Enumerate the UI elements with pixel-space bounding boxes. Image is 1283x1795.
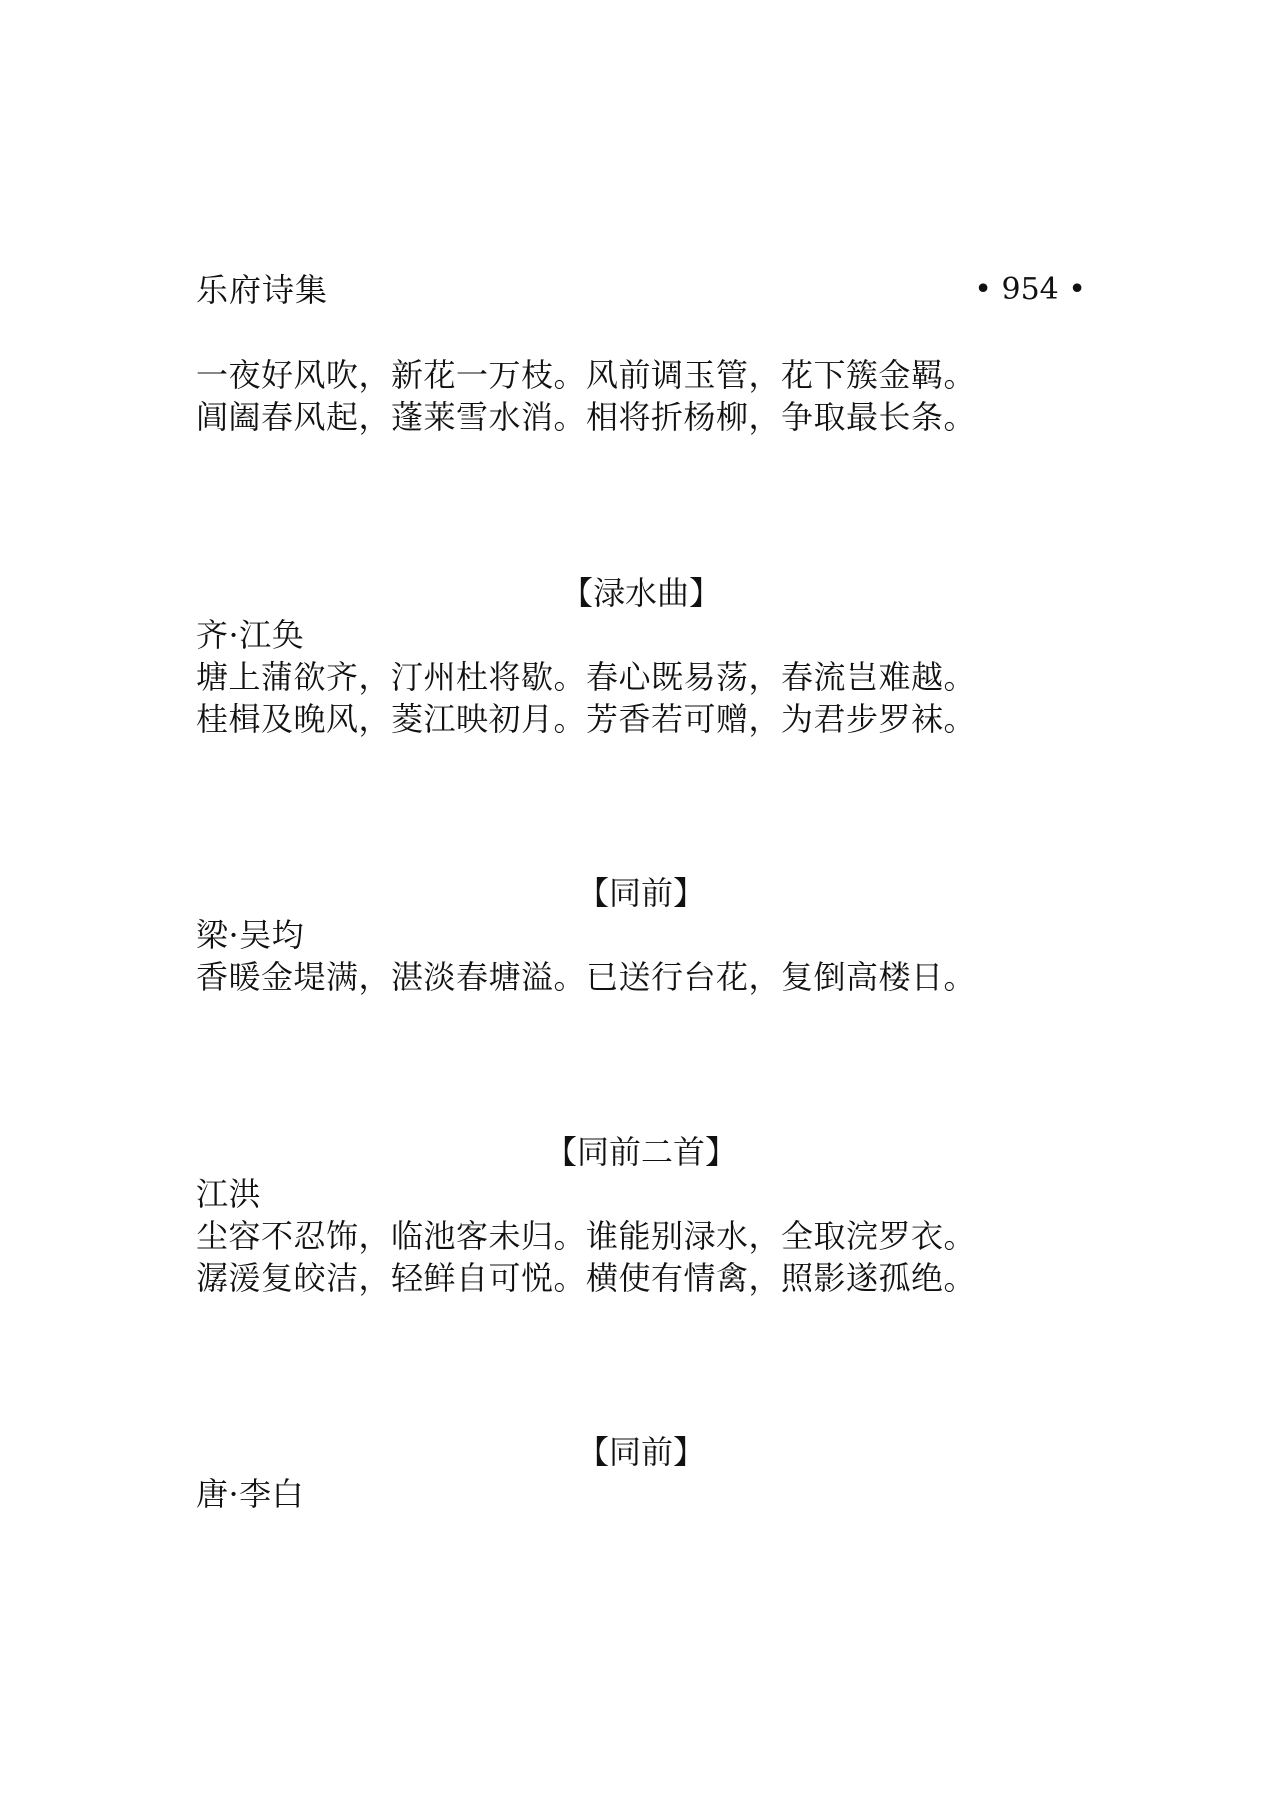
author-line: 唐·李白: [196, 1475, 305, 1513]
section-title: 【同前】: [576, 1433, 705, 1471]
page-header: [196, 268, 1086, 312]
author-line: 梁·吴均: [196, 916, 305, 954]
section-title: 【同前】: [576, 874, 705, 912]
poem-line: 一夜好风吹，新花一万枝。风前调玉管，花下簇金羁。: [196, 356, 977, 394]
poem-line: 尘容不忍饰，临池客未归。谁能别渌水，全取浣罗衣。: [196, 1217, 977, 1255]
poem-line: 潺湲复皎洁，轻鲜自可悦。横使有情禽，照影遂孤绝。: [196, 1259, 977, 1297]
poem-line: 阊阖春风起，蓬莱雪水消。相将折杨柳，争取最长条。: [196, 398, 977, 436]
section-title: 【同前二首】: [544, 1133, 737, 1171]
poem-line: 塘上蒲欲齐，汀州杜将歇。春心既易荡，春流岂难越。: [196, 658, 977, 696]
poem-line: 桂楫及晚风，菱江映初月。芳香若可赠，为君步罗袜。: [196, 700, 977, 738]
page-number: • 954 •: [974, 272, 1086, 307]
author-line: 江洪: [196, 1175, 262, 1213]
book-title: 乐府诗集: [196, 271, 329, 309]
poem-line: 香暖金堤满，湛淡春塘溢。已送行台花，复倒高楼日。: [196, 958, 977, 996]
author-line: 齐·江奂: [196, 616, 305, 654]
section-title: 【渌水曲】: [560, 574, 721, 612]
